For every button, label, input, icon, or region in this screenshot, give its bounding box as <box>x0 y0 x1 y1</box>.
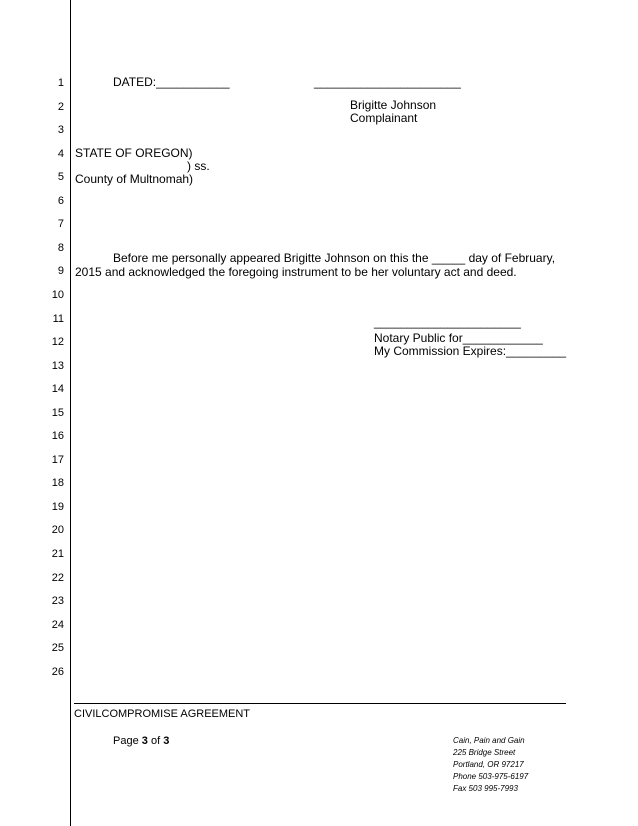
complainant-name: Brigitte Johnson <box>350 98 437 112</box>
line-number: 10 <box>51 288 64 301</box>
footer-rule <box>74 703 566 704</box>
line-number: 1 <box>57 77 64 89</box>
commission-expires-field: My Commission Expires:_________ <box>374 344 567 358</box>
page-of: of <box>150 735 161 747</box>
line-number: 25 <box>51 642 64 655</box>
line-number: 15 <box>51 406 64 419</box>
line-number: 9 <box>57 265 64 278</box>
left-margin-rule <box>70 0 71 826</box>
firm-info <box>453 735 528 795</box>
line-number: 6 <box>57 194 64 207</box>
firm-phone: Phone 503-975-6197 <box>453 772 529 781</box>
line-number: 17 <box>51 453 64 466</box>
line-number: 7 <box>57 218 64 231</box>
line-number: 24 <box>51 618 64 631</box>
line-number: 3 <box>57 124 64 137</box>
firm-fax: Fax 503 995-7993 <box>453 784 518 793</box>
line-number: 21 <box>51 548 64 560</box>
line-number: 13 <box>51 359 64 372</box>
page-indicator <box>113 734 169 748</box>
venue-ss: ) ss. <box>187 159 210 173</box>
line-number: 2 <box>57 100 64 113</box>
line-number: 4 <box>57 147 64 160</box>
document-title: CIVILCOMPROMISE AGREEMENT <box>74 708 251 720</box>
acknowledgment-line-2: 2015 and acknowledged the foregoing instrument to be her voluntary act and deed. <box>75 265 517 279</box>
line-number: 26 <box>51 665 64 678</box>
firm-address-1: 225 Bridge Street <box>453 748 516 757</box>
notary-signature-line: ______________________ <box>374 315 521 329</box>
acknowledgment-line-1: Before me personally appeared Brigitte Johnson on this the _____ day of February, <box>113 251 556 265</box>
page-current: 3 <box>141 735 148 747</box>
dated-field: DATED:___________ <box>113 75 230 89</box>
page-total: 3 <box>163 735 170 747</box>
line-number: 18 <box>51 477 64 490</box>
complainant-signature-line: ______________________ <box>314 75 461 89</box>
complainant-role: Complainant <box>350 111 418 125</box>
firm-name: Cain, Pain and Gain <box>453 736 525 745</box>
line-number: 14 <box>51 383 64 396</box>
line-number: 11 <box>52 312 64 325</box>
line-number: 22 <box>51 571 64 584</box>
line-number: 8 <box>57 241 64 254</box>
firm-address-2: Portland, OR 97217 <box>453 760 524 769</box>
line-number: 19 <box>51 500 64 513</box>
page-prefix: Page <box>113 735 139 747</box>
line-number: 5 <box>57 171 64 184</box>
venue-state: STATE OF OREGON) <box>75 146 193 160</box>
notary-public-field: Notary Public for____________ <box>374 331 543 345</box>
venue-county: County of Multnomah) <box>75 172 194 186</box>
line-number: 12 <box>51 336 64 349</box>
line-number: 23 <box>51 595 64 608</box>
line-number: 20 <box>51 524 64 537</box>
line-number: 16 <box>51 430 64 443</box>
